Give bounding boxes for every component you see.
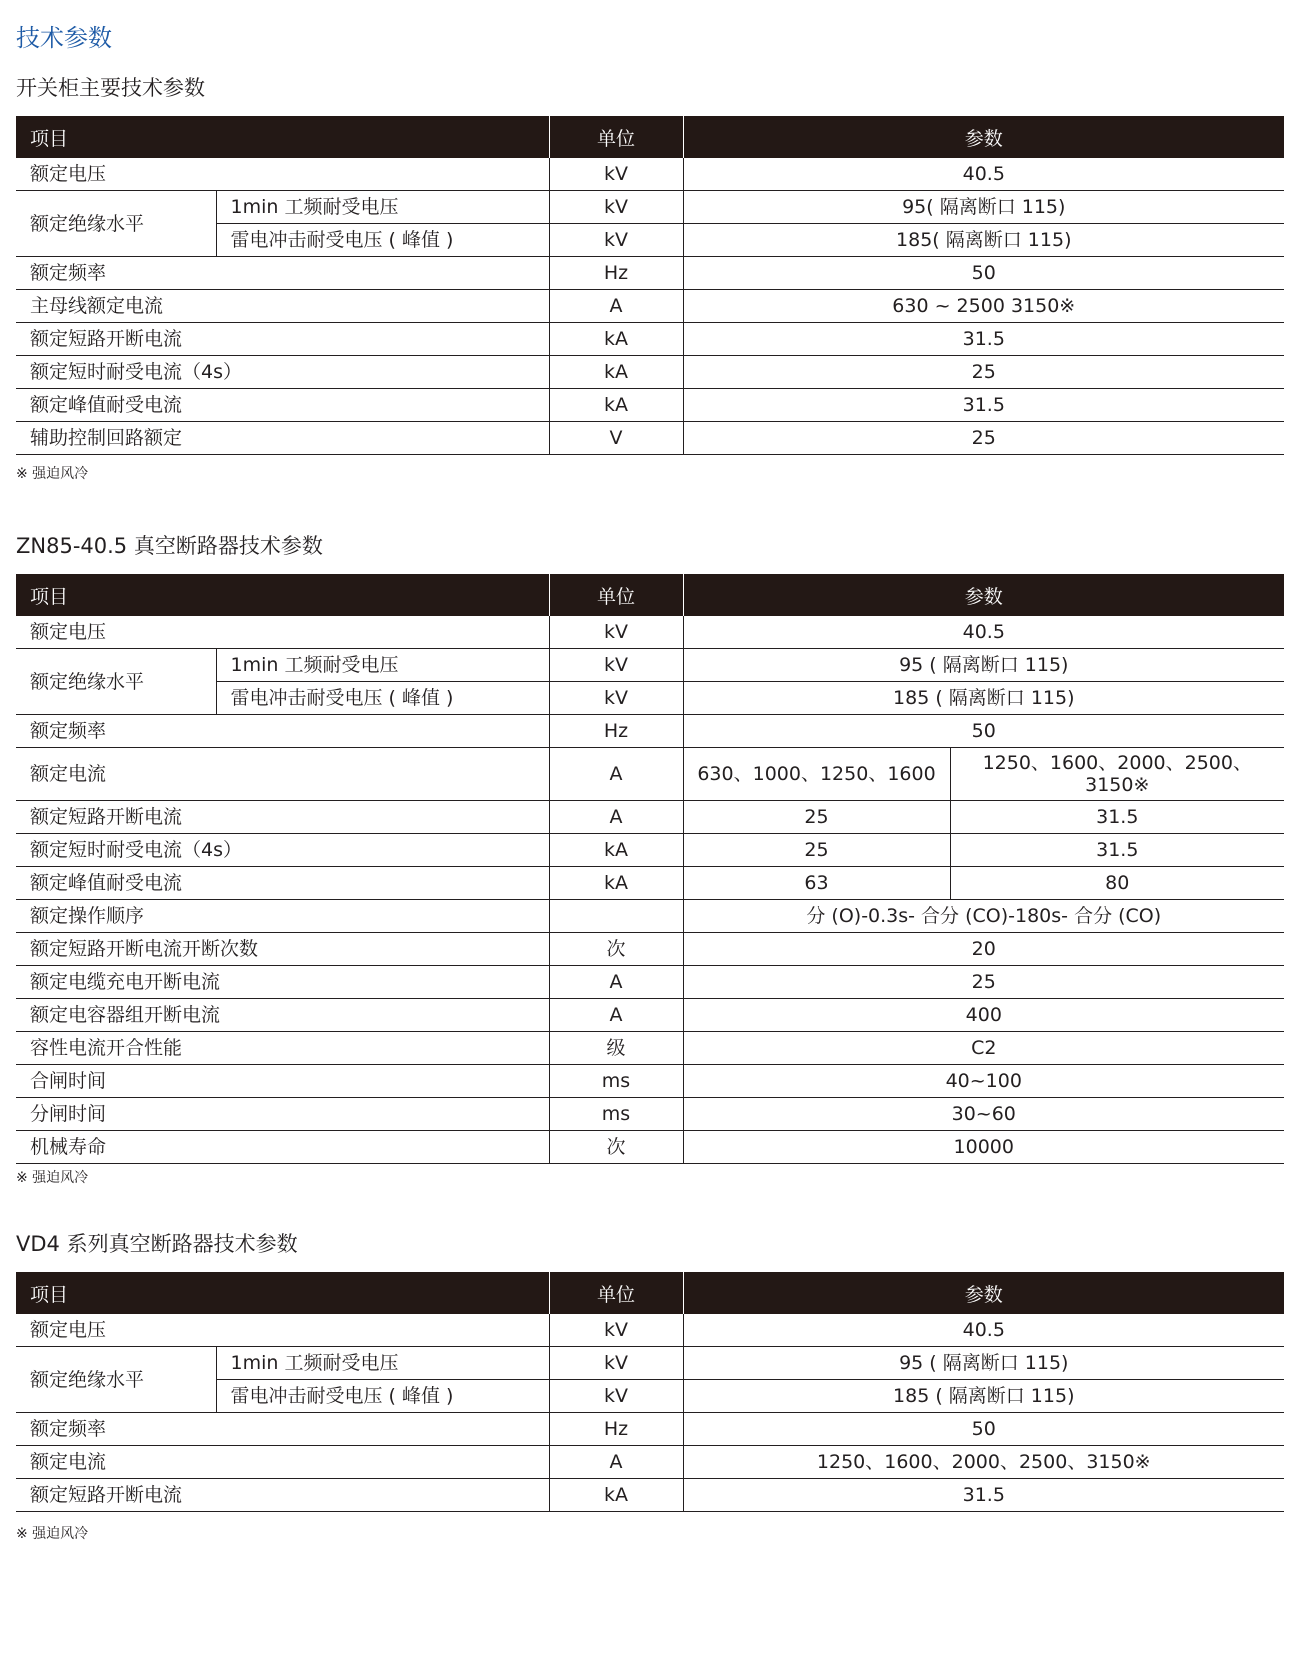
row-value: 40.5 bbox=[683, 616, 1284, 649]
row-unit: kV bbox=[549, 616, 683, 649]
row-subitem: 雷电冲击耐受电压 ( 峰值 ) bbox=[216, 224, 549, 257]
table2-title: ZN85-40.5 真空断路器技术参数 bbox=[16, 534, 323, 558]
table-row bbox=[16, 933, 1284, 966]
row-item: 额定电流 bbox=[16, 1446, 549, 1479]
row-value: 25 bbox=[683, 422, 1284, 455]
table-row bbox=[16, 834, 1284, 867]
row-unit: 次 bbox=[549, 933, 683, 966]
table-row bbox=[16, 999, 1284, 1032]
row-unit bbox=[549, 900, 683, 933]
footnote: ※ 强迫风冷 bbox=[16, 1170, 89, 1186]
row-unit: kA bbox=[549, 389, 683, 422]
table-row bbox=[16, 290, 1284, 323]
row-unit: A bbox=[549, 966, 683, 999]
row-item: 分闸时间 bbox=[16, 1098, 549, 1131]
table-row bbox=[16, 158, 1284, 191]
row-item: 机械寿命 bbox=[16, 1131, 549, 1164]
row-value: 1250、1600、2000、2500、3150※ bbox=[683, 1446, 1284, 1479]
row-value: 50 bbox=[683, 257, 1284, 290]
row-item: 额定短时耐受电流（4s） bbox=[16, 356, 549, 389]
table-row bbox=[16, 1314, 1284, 1347]
row-value-2 bbox=[950, 748, 1284, 801]
vd4-spec-table bbox=[16, 1272, 1284, 1512]
row-value: 40.5 bbox=[683, 158, 1284, 191]
row-item: 额定绝缘水平 bbox=[16, 191, 216, 257]
row-value: C2 bbox=[683, 1032, 1284, 1065]
row-subitem: 1min 工频耐受电压 bbox=[216, 1347, 549, 1380]
row-item: 辅助控制回路额定 bbox=[16, 422, 549, 455]
row-unit: ms bbox=[549, 1065, 683, 1098]
row-unit: kV bbox=[549, 1347, 683, 1380]
row-value: 40.5 bbox=[683, 1314, 1284, 1347]
table-row bbox=[16, 748, 1284, 801]
table-row bbox=[16, 649, 1284, 682]
row-subitem: 雷电冲击耐受电压 ( 峰值 ) bbox=[216, 1380, 549, 1413]
row-item: 额定电缆充电开断电流 bbox=[16, 966, 549, 999]
row-unit: kV bbox=[549, 649, 683, 682]
footnote: ※ 强迫风冷 bbox=[16, 1526, 89, 1542]
table-row bbox=[16, 966, 1284, 999]
row-value: 31.5 bbox=[683, 1479, 1284, 1512]
page-title: 技术参数 bbox=[16, 24, 112, 52]
row-value-2: 31.5 bbox=[950, 834, 1284, 867]
footnote: ※ 强迫风冷 bbox=[16, 466, 89, 482]
table-row bbox=[16, 356, 1284, 389]
table-header-row bbox=[16, 1272, 1284, 1314]
row-unit: Hz bbox=[549, 715, 683, 748]
row-unit: ms bbox=[549, 1098, 683, 1131]
row-item: 额定绝缘水平 bbox=[16, 1347, 216, 1413]
row-item: 额定电压 bbox=[16, 158, 549, 191]
row-item: 额定短路开断电流 bbox=[16, 1479, 549, 1512]
row-item: 额定频率 bbox=[16, 257, 549, 290]
row-unit: 级 bbox=[549, 1032, 683, 1065]
row-unit: A bbox=[549, 748, 683, 801]
row-unit: A bbox=[549, 1446, 683, 1479]
header-item: 项目 bbox=[16, 116, 549, 158]
row-value: 185 ( 隔离断口 115) bbox=[683, 682, 1284, 715]
row-value-2-line2: 3150※ bbox=[1085, 774, 1150, 796]
row-unit: A bbox=[549, 801, 683, 834]
row-item: 额定峰值耐受电流 bbox=[16, 389, 549, 422]
table-row bbox=[16, 1032, 1284, 1065]
row-unit: kV bbox=[549, 1314, 683, 1347]
table-row bbox=[16, 1479, 1284, 1512]
row-value: 50 bbox=[683, 715, 1284, 748]
row-value: 40~100 bbox=[683, 1065, 1284, 1098]
row-unit: kA bbox=[549, 323, 683, 356]
row-unit: Hz bbox=[549, 257, 683, 290]
row-unit: kA bbox=[549, 1479, 683, 1512]
header-unit: 单位 bbox=[549, 1272, 683, 1314]
row-item: 额定操作顺序 bbox=[16, 900, 549, 933]
row-item: 合闸时间 bbox=[16, 1065, 549, 1098]
row-unit: kV bbox=[549, 191, 683, 224]
row-item: 额定电压 bbox=[16, 616, 549, 649]
table-row bbox=[16, 257, 1284, 290]
row-subitem: 1min 工频耐受电压 bbox=[216, 191, 549, 224]
header-param: 参数 bbox=[683, 1272, 1284, 1314]
row-value-1: 25 bbox=[683, 834, 950, 867]
row-unit: A bbox=[549, 999, 683, 1032]
row-item: 额定电压 bbox=[16, 1314, 549, 1347]
table-row bbox=[16, 1347, 1284, 1380]
row-value-1: 630、1000、1250、1600 bbox=[683, 748, 950, 801]
row-unit: kV bbox=[549, 1380, 683, 1413]
table-row bbox=[16, 389, 1284, 422]
table-row bbox=[16, 616, 1284, 649]
table-row bbox=[16, 422, 1284, 455]
row-item: 额定短时耐受电流（4s） bbox=[16, 834, 549, 867]
header-item: 项目 bbox=[16, 574, 549, 616]
table-row bbox=[16, 1131, 1284, 1164]
row-subitem: 雷电冲击耐受电压 ( 峰值 ) bbox=[216, 682, 549, 715]
row-value: 25 bbox=[683, 356, 1284, 389]
row-unit: kV bbox=[549, 158, 683, 191]
row-value: 95 ( 隔离断口 115) bbox=[683, 1347, 1284, 1380]
row-unit: kA bbox=[549, 867, 683, 900]
row-value: 分 (O)-0.3s- 合分 (CO)-180s- 合分 (CO) bbox=[683, 900, 1284, 933]
row-value: 185( 隔离断口 115) bbox=[683, 224, 1284, 257]
row-unit: kA bbox=[549, 356, 683, 389]
table-row bbox=[16, 715, 1284, 748]
table-row bbox=[16, 1446, 1284, 1479]
row-unit: kV bbox=[549, 682, 683, 715]
row-item: 额定峰值耐受电流 bbox=[16, 867, 549, 900]
row-item: 额定绝缘水平 bbox=[16, 649, 216, 715]
row-unit: Hz bbox=[549, 1413, 683, 1446]
row-item: 额定短路开断电流 bbox=[16, 801, 549, 834]
row-unit: A bbox=[549, 290, 683, 323]
table-row bbox=[16, 867, 1284, 900]
row-value-1: 63 bbox=[683, 867, 950, 900]
row-value-1: 25 bbox=[683, 801, 950, 834]
row-value: 185 ( 隔离断口 115) bbox=[683, 1380, 1284, 1413]
row-value-2-line1: 1250、1600、2000、2500、 bbox=[982, 752, 1252, 774]
row-unit: kV bbox=[549, 224, 683, 257]
row-value: 31.5 bbox=[683, 323, 1284, 356]
table-row bbox=[16, 900, 1284, 933]
zn85-spec-table bbox=[16, 574, 1284, 1164]
row-value: 50 bbox=[683, 1413, 1284, 1446]
row-item: 额定短路开断电流 bbox=[16, 323, 549, 356]
table-row bbox=[16, 1413, 1284, 1446]
row-unit: kA bbox=[549, 834, 683, 867]
header-param: 参数 bbox=[683, 574, 1284, 616]
row-value-2: 80 bbox=[950, 867, 1284, 900]
header-param: 参数 bbox=[683, 116, 1284, 158]
row-value: 25 bbox=[683, 966, 1284, 999]
row-item: 额定电容器组开断电流 bbox=[16, 999, 549, 1032]
row-item: 主母线额定电流 bbox=[16, 290, 549, 323]
switchgear-spec-table bbox=[16, 116, 1284, 455]
row-item: 额定频率 bbox=[16, 1413, 549, 1446]
row-unit: 次 bbox=[549, 1131, 683, 1164]
header-item: 项目 bbox=[16, 1272, 549, 1314]
row-unit: V bbox=[549, 422, 683, 455]
header-unit: 单位 bbox=[549, 116, 683, 158]
table3-title: VD4 系列真空断路器技术参数 bbox=[16, 1232, 298, 1256]
row-value: 30~60 bbox=[683, 1098, 1284, 1131]
table-header-row bbox=[16, 116, 1284, 158]
row-value: 400 bbox=[683, 999, 1284, 1032]
row-value: 20 bbox=[683, 933, 1284, 966]
row-value: 95 ( 隔离断口 115) bbox=[683, 649, 1284, 682]
table-row bbox=[16, 801, 1284, 834]
row-item: 额定频率 bbox=[16, 715, 549, 748]
row-item: 额定电流 bbox=[16, 748, 549, 801]
table-row bbox=[16, 323, 1284, 356]
table-row bbox=[16, 191, 1284, 224]
table-header-row bbox=[16, 574, 1284, 616]
row-value: 31.5 bbox=[683, 389, 1284, 422]
table-row bbox=[16, 1065, 1284, 1098]
header-unit: 单位 bbox=[549, 574, 683, 616]
table1-title: 开关柜主要技术参数 bbox=[16, 76, 205, 100]
row-item: 额定短路开断电流开断次数 bbox=[16, 933, 549, 966]
row-value-2: 31.5 bbox=[950, 801, 1284, 834]
row-value: 10000 bbox=[683, 1131, 1284, 1164]
table-row bbox=[16, 1098, 1284, 1131]
row-value: 95( 隔离断口 115) bbox=[683, 191, 1284, 224]
row-item: 容性电流开合性能 bbox=[16, 1032, 549, 1065]
row-subitem: 1min 工频耐受电压 bbox=[216, 649, 549, 682]
row-value: 630 ~ 2500 3150※ bbox=[683, 290, 1284, 323]
